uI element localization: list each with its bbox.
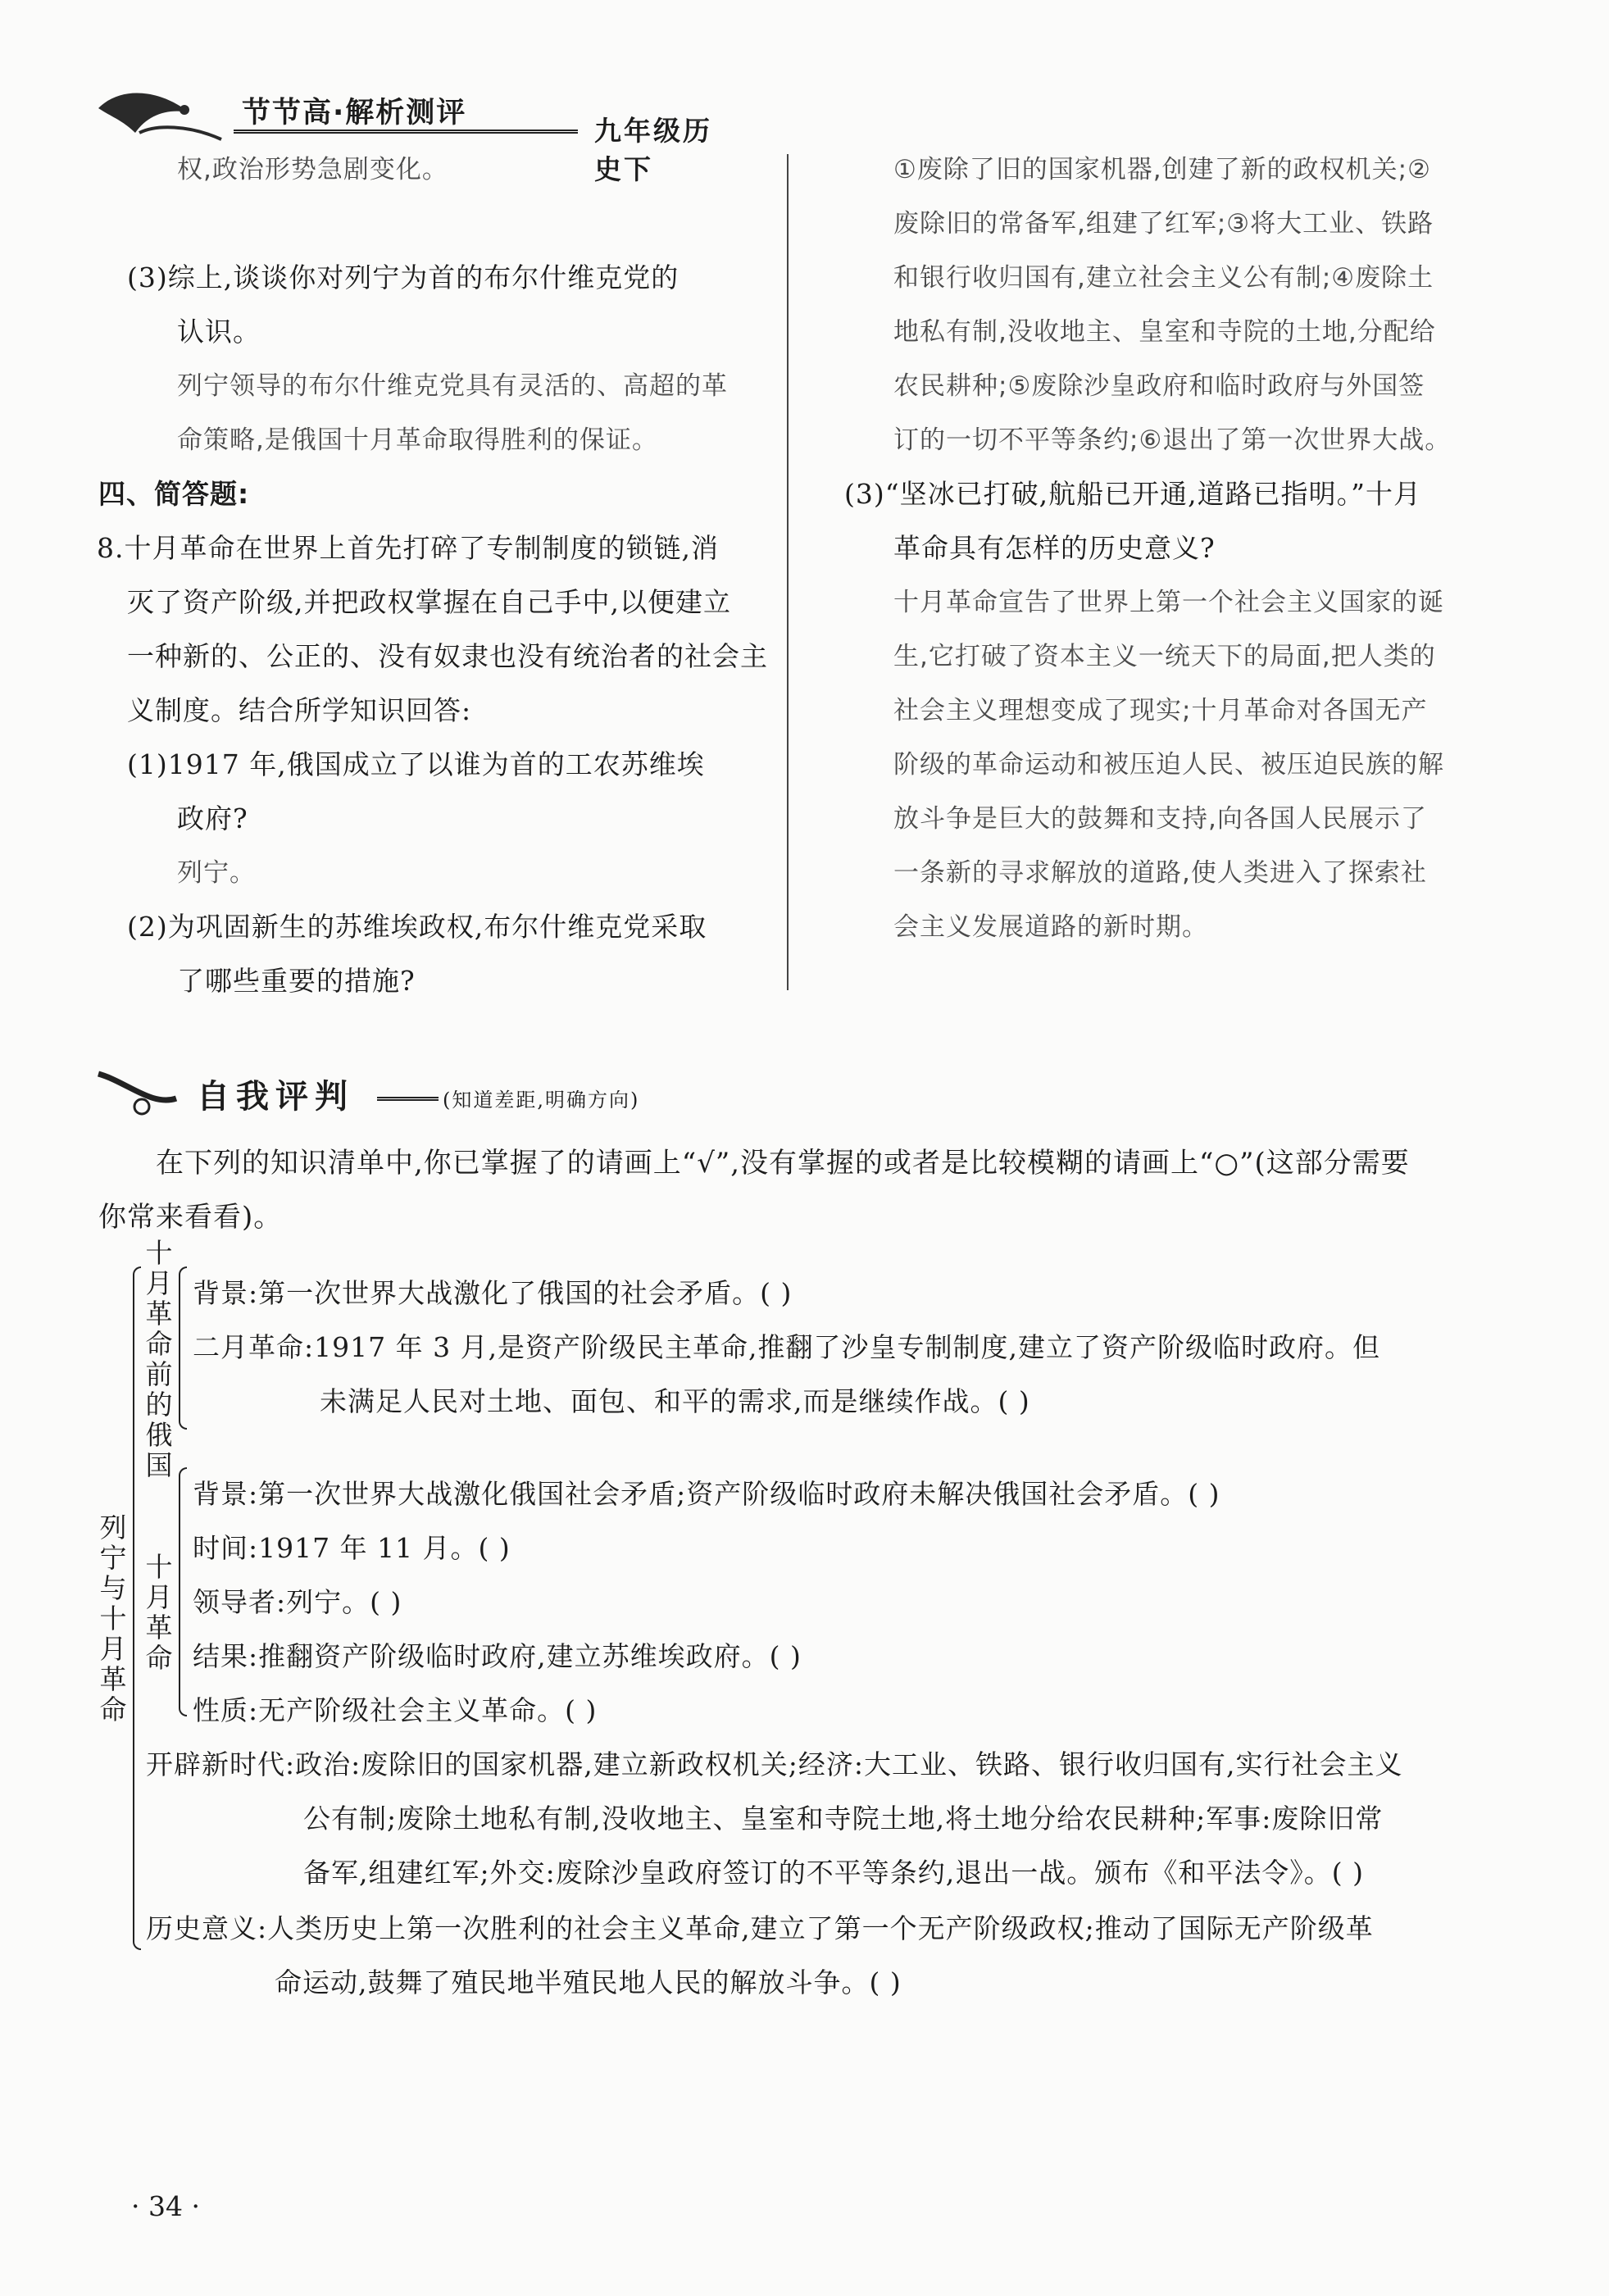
question-text: 灭了资产阶级,并把政权掌握在自己手中,以便建立	[127, 586, 731, 618]
answer-text: 会主义发展道路的新时期。	[893, 912, 1208, 942]
knowledge-item: 未满足人民对土地、面包、和平的需求,而是继续作战。( )	[320, 1385, 1030, 1417]
answer-text: 和银行收归国有,建立社会主义公有制;④废除土	[893, 263, 1434, 293]
question-text: (1)1917 年,俄国成立了以谁为首的工农苏维埃	[127, 748, 705, 780]
question-text: (3)综上,谈谈你对列宁为首的布尔什维克党的	[127, 261, 680, 293]
knowledge-item: 公有制;废除土地私有制,没收地主、皇室和寺院土地,将土地分给农民耕种;军事:废除旧常	[303, 1803, 1384, 1835]
answer-text: 废除旧的常备军,组建了红军;③将大工业、铁路	[893, 209, 1434, 239]
intro-text: 你常来看看)。	[98, 1201, 283, 1234]
knowledge-item: 命运动,鼓舞了殖民地半殖民地人民的解放斗争。( )	[275, 1966, 902, 1998]
answer-text: 列宁领导的布尔什维克党具有灵活的、高超的革	[177, 371, 728, 401]
question-text: 政府?	[177, 802, 248, 834]
answer-text: 列宁。	[177, 858, 256, 888]
answer-text: 订的一切不平等条约;⑥退出了第一次世界大战。	[893, 425, 1452, 455]
question-text: 认识。	[177, 316, 261, 348]
knowledge-item: 性质:无产阶级社会主义革命。( )	[193, 1694, 598, 1726]
knowledge-item: 时间:1917 年 11 月。( )	[193, 1532, 511, 1564]
section-title: 自我评判	[197, 1078, 354, 1116]
knowledge-item: 开辟新时代:政治:废除旧的国家机器,建立新政权机关;经济:大工业、铁路、银行收归国有,实行社会主义	[146, 1748, 1403, 1780]
question-text: 8.十月革命在世界上首先打碎了专制制度的锁链,消	[97, 532, 719, 564]
answer-text: 农民耕种;⑤废除沙皇政府和临时政府与外国签	[893, 371, 1425, 401]
group-label: 十月革命前的俄国	[145, 1237, 173, 1481]
knowledge-item: 历史意义:人类历史上第一次胜利的社会主义革命,建立了第一个无产阶级政权;推动了国际无产阶级革	[146, 1912, 1374, 1944]
root-brace	[133, 1266, 141, 1950]
answer-text: 命策略,是俄国十月革命取得胜利的保证。	[177, 425, 658, 455]
answer-text: 社会主义理想变成了现实;十月革命对各国无产	[893, 696, 1428, 725]
knowledge-item: 备军,组建红军;外交:废除沙皇政府签订的不平等条约,退出一战。颁布《和平法令》。( )	[303, 1857, 1364, 1889]
book-subtitle: 九年级历史下	[594, 115, 712, 185]
header-rule	[234, 130, 578, 134]
question-text: 革命具有怎样的历史意义?	[893, 532, 1216, 564]
answer-text: 生,它打破了资本主义一统天下的局面,把人类的	[893, 642, 1436, 671]
question-text: 义制度。结合所学知识回答:	[127, 694, 472, 726]
book-title: 节节高·解析测评	[242, 97, 467, 130]
answer-text: ①废除了旧的国家机器,创建了新的政权机关;②	[893, 155, 1431, 184]
intro-text: 在下列的知识清单中,你已掌握了的请画上“√”,没有掌握的或者是比较模糊的请画上“○”(这部分需要	[156, 1147, 1410, 1180]
knowledge-item: 结果:推翻资产阶级临时政府,建立苏维埃政府。( )	[193, 1640, 802, 1672]
group-brace	[179, 1266, 187, 1430]
question-text: (2)为巩固新生的苏维埃政权,布尔什维克党采取	[127, 911, 707, 943]
knowledge-item: 二月革命:1917 年 3 月,是资产阶级民主革命,推翻了沙皇专制制度,建立了资产阶级临时政府。但	[193, 1331, 1381, 1363]
knowledge-item: 领导者:列宁。( )	[193, 1586, 402, 1618]
group-brace	[179, 1467, 187, 1716]
answer-text: 一条新的寻求解放的道路,使人类进入了探索社	[893, 858, 1427, 888]
root-label: 列宁与十月革命	[99, 1512, 127, 1725]
answer-text: 十月革命宣告了世界上第一个社会主义国家的诞	[893, 588, 1444, 617]
group-label: 十月革命	[145, 1551, 173, 1674]
section-heading: 四、简答题:	[98, 478, 250, 510]
question-text: (3)“坚冰已打破,航船已开通,道路已指明。”十月	[844, 478, 1421, 510]
knowledge-item: 背景:第一次世界大战激化了俄国的社会矛盾。( )	[193, 1277, 793, 1309]
answer-text: 阶级的革命运动和被压迫人民、被压迫民族的解	[893, 750, 1444, 780]
column-divider	[787, 154, 789, 990]
section-rule	[377, 1097, 439, 1101]
swoosh-icon	[94, 1066, 193, 1123]
section-subtitle: (知道差距,明确方向)	[443, 1089, 640, 1112]
answer-text: 地私有制,没收地主、皇室和寺院的土地,分配给	[893, 317, 1436, 347]
answer-text: 权,政治形势急剧变化。	[177, 155, 448, 184]
question-text: 一种新的、公正的、没有奴隶也没有统治者的社会主	[127, 640, 768, 672]
answer-text: 放斗争是巨大的鼓舞和支持,向各国人民展示了	[893, 804, 1427, 834]
page-number: · 34 ·	[131, 2190, 200, 2222]
question-text: 了哪些重要的措施?	[177, 965, 416, 997]
knowledge-item: 背景:第一次世界大战激化俄国社会矛盾;资产阶级临时政府未解决俄国社会矛盾。( )	[193, 1478, 1220, 1510]
